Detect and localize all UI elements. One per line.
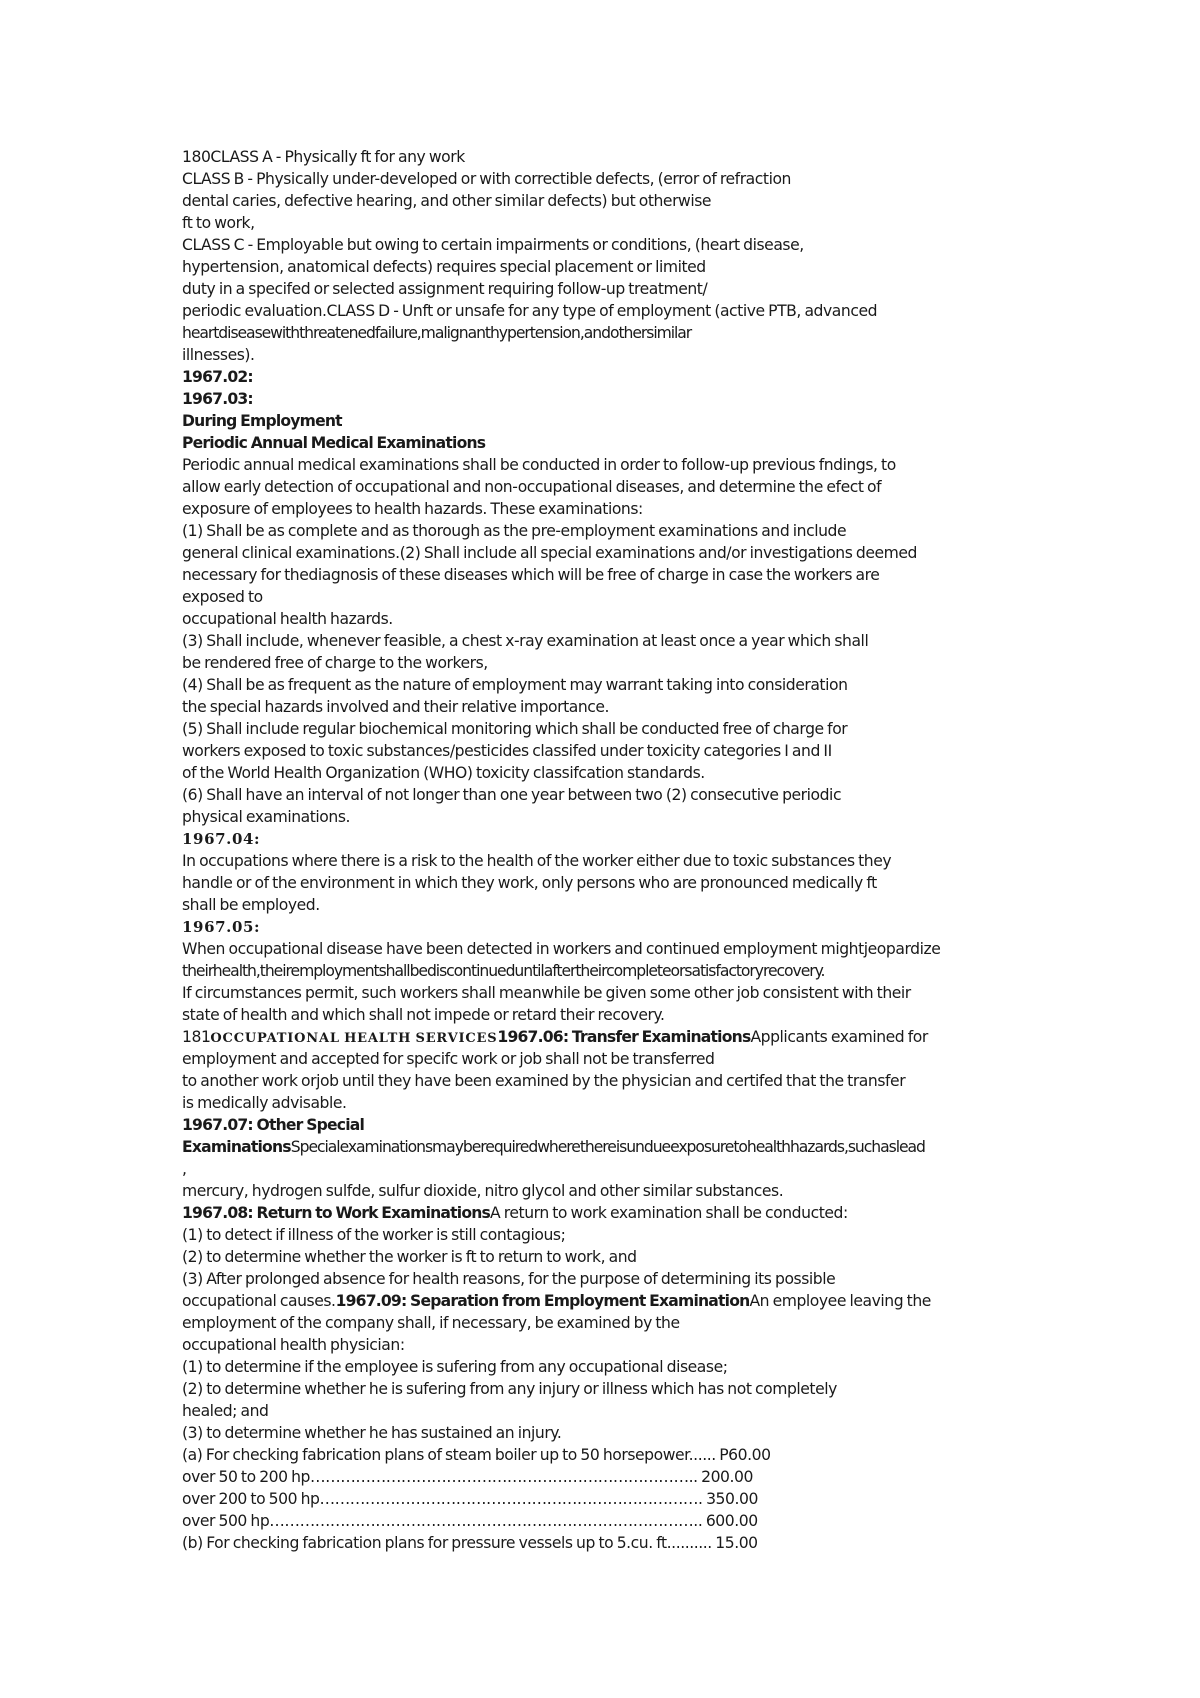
text-line: allow early detection of occupational and non-occupational diseases, and determine the efect of [182, 478, 882, 496]
transfer-exam-line [182, 1026, 1082, 1048]
text-span: Applicants examined for [750, 1028, 928, 1046]
class-d-line: periodic evaluation.CLASS D - Unft or unsafe for any type of employment (active PTB, advanced [182, 302, 878, 320]
text-span: A return to work examination shall be conducted: [490, 1204, 848, 1222]
fee-line: (a) For checking fabrication plans of steam boiler up to 50 horsepower...... P60.00 [182, 1446, 771, 1464]
text-line: physical examinations. [182, 808, 351, 826]
heading-separation: 1967.09: Separation from Employment Examination [335, 1292, 750, 1310]
text-line: employment and accepted for specifc work or job shall not be transferred [182, 1050, 715, 1068]
class-b-line: CLASS B - Physically under-developed or with correctible defects, (error of refraction [182, 170, 791, 188]
list-item: (3) to determine whether he has sustained an injury. [182, 1424, 562, 1442]
heading-other-special: 1967.07: Other Special [182, 1116, 365, 1134]
list-item: (2) to determine whether he is sufering from any injury or illness which has not completely [182, 1380, 837, 1398]
text-line: state of health and which shall not impede or retard their recovery. [182, 1006, 665, 1024]
list-item: (3) Shall include, whenever feasible, a chest x-ray examination at least once a year which shall [182, 632, 869, 650]
text-line: is medically advisable. [182, 1094, 347, 1112]
running-header: OCCUPATIONAL HEALTH SERVICES [210, 1031, 498, 1046]
text-line: employment of the company shall, if necessary, be examined by the [182, 1314, 680, 1332]
list-item: general clinical examinations.(2) Shall include all special examinations and/or investigations deemed [182, 544, 917, 562]
separation-line [182, 1290, 1082, 1312]
list-item: (6) Shall have an interval of not longer than one year between two (2) consecutive periodic [182, 786, 842, 804]
class-c-line: CLASS C - Employable but owing to certain impairments or conditions, (heart disease, [182, 236, 804, 254]
text-line: In occupations where there is a risk to the health of the worker either due to toxic substances they [182, 852, 892, 870]
return-to-work-line [182, 1202, 1082, 1224]
text-line: illnesses). [182, 346, 255, 364]
class-a-line: 180CLASS A - Physically ft for any work [182, 148, 465, 166]
section-number-1967-05: 1967.05: [182, 918, 261, 936]
text-line: handle or of the environment in which they work, only persons who are pronounced medically ft [182, 874, 877, 892]
text-line: necessary for thediagnosis of these diseases which will be free of charge in case the workers are [182, 566, 880, 584]
text-line: occupational health hazards. [182, 610, 393, 628]
text-line: duty in a specifed or selected assignment requiring follow-up treatment/ [182, 280, 708, 298]
fee-line: over 50 to 200 hp………………………………………………………………….. 200.00 [182, 1468, 753, 1486]
text-line: heartdiseasewiththreatenedfailure,malignanthypertension,andothersimilar [182, 324, 692, 342]
list-item: (5) Shall include regular biochemical monitoring which shall be conducted free of charge for [182, 720, 848, 738]
fee-line: (b) For checking fabrication plans for pressure vessels up to 5.cu. ft.......... 15.00 [182, 1534, 758, 1552]
text-line: dental caries, defective hearing, and other similar defects) but otherwise [182, 192, 712, 210]
list-item: (2) to determine whether the worker is ft to return to work, and [182, 1248, 637, 1266]
heading-transfer-examinations: 1967.06: Transfer Examinations [497, 1028, 751, 1046]
text-line: theirhealth,theiremploymentshallbediscontinueduntilaftertheircompleteorsatisfactoryrecovery. [182, 962, 825, 980]
text-line: healed; and [182, 1402, 269, 1420]
text-line: occupational health physician: [182, 1336, 405, 1354]
text-line: ft to work, [182, 214, 255, 232]
text-line: of the World Health Organization (WHO) toxicity classifcation standards. [182, 764, 705, 782]
heading-periodic-annual: Periodic Annual Medical Examinations [182, 434, 486, 452]
list-item: (1) to determine if the employee is sufering from any occupational disease; [182, 1358, 728, 1376]
text-line: exposed to [182, 588, 263, 606]
other-special-line [182, 1136, 1082, 1158]
text-line: hypertension, anatomical defects) requires special placement or limited [182, 258, 706, 276]
section-number-1967-03: 1967.03: [182, 390, 253, 408]
text-span: Specialexaminationsmayberequiredwherethereisundueexposuretohealthhazards,suchaslead [290, 1138, 925, 1156]
text-span: An employee leaving the [749, 1292, 931, 1310]
list-item: (1) Shall be as complete and as thorough as the pre-employment examinations and include [182, 522, 847, 540]
text-line: If circumstances permit, such workers shall meanwhile be given some other job consistent with their [182, 984, 911, 1002]
section-number-1967-04: 1967.04: [182, 830, 261, 848]
text-line: When occupational disease have been detected in workers and continued employment mightjeopardize [182, 940, 941, 958]
page-number: 181 [182, 1028, 211, 1046]
text-line: mercury, hydrogen sulfde, sulfur dioxide, nitro glycol and other similar substances. [182, 1182, 784, 1200]
list-item: (4) Shall be as frequent as the nature of employment may warrant taking into consideration [182, 676, 848, 694]
section-number-1967-02: 1967.02: [182, 368, 253, 386]
heading-examinations: Examinations [182, 1138, 291, 1156]
list-item: (3) After prolonged absence for health reasons, for the purpose of determining its possible [182, 1270, 836, 1288]
list-item: (1) to detect if illness of the worker is still contagious; [182, 1226, 566, 1244]
heading-during-employment: During Employment [182, 412, 342, 430]
text-line: , [182, 1160, 187, 1178]
fee-line: over 500 hp………………………………………………………………………….. 600.00 [182, 1512, 758, 1530]
document-page [182, 146, 1082, 1554]
heading-return-to-work: 1967.08: Return to Work Examinations [182, 1204, 491, 1222]
text-line: to another work orjob until they have been examined by the physician and certifed that the transfer [182, 1072, 906, 1090]
text-line: the special hazards involved and their relative importance. [182, 698, 610, 716]
fee-line: over 200 to 500 hp…………………………………………………………………. 350.00 [182, 1490, 758, 1508]
text-span: occupational causes. [182, 1292, 336, 1310]
text-line: workers exposed to toxic substances/pesticides classifed under toxicity categories I and II [182, 742, 832, 760]
text-line: shall be employed. [182, 896, 320, 914]
text-line: be rendered free of charge to the workers, [182, 654, 488, 672]
text-line: Periodic annual medical examinations shall be conducted in order to follow-up previous fndings, to [182, 456, 896, 474]
text-line: exposure of employees to health hazards. These examinations: [182, 500, 643, 518]
